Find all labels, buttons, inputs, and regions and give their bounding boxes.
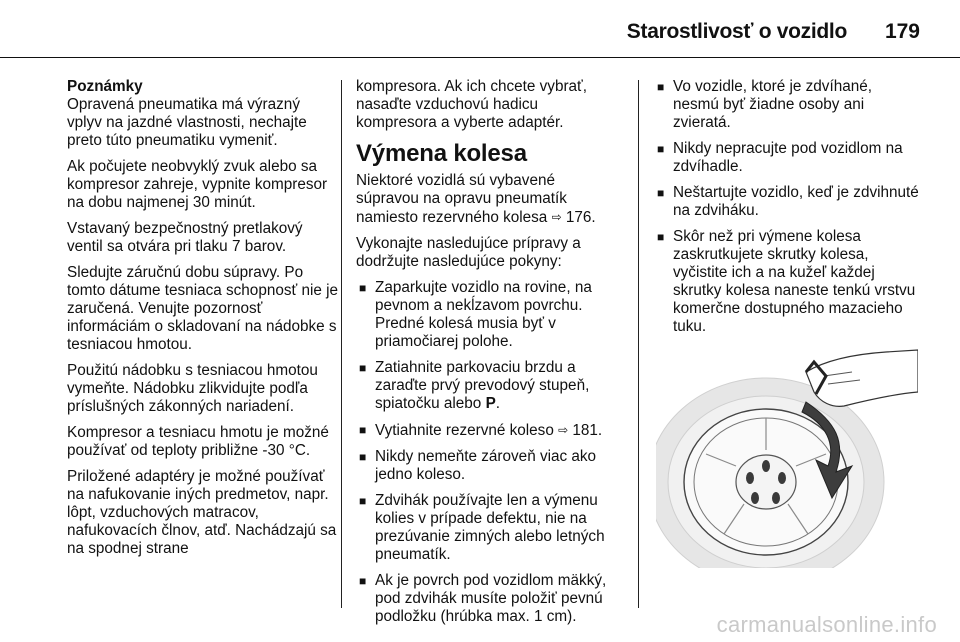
bullet-icon: ■ bbox=[657, 80, 665, 94]
column-right bbox=[654, 78, 920, 344]
paragraph: Použitú nádobku s tesniacou hmotou vymeňte. Nádobku zlikvidujte podľa príslušných zákonných nariadení. bbox=[67, 362, 318, 415]
notes-heading: Poznámky bbox=[67, 78, 143, 95]
paragraph: kompresora. Ak ich chcete vybrať, nasaďte vzduchovú hadicu kompresora a vyberte adaptér. bbox=[356, 78, 588, 131]
bullet-icon: ■ bbox=[359, 574, 367, 588]
paragraph: Priložené adaptéry je možné používať na nafukovanie iných predmetov, napr. lôpt, vzduchových matracov, nafukovacích člnov, atď. Nachádzajú sa na spodnej strane bbox=[67, 468, 337, 557]
bullet-icon: ■ bbox=[657, 230, 665, 244]
gear-symbol-p: P bbox=[485, 395, 496, 412]
page-ref-arrow-icon: ⇨ bbox=[551, 210, 562, 224]
bullet-icon: ■ bbox=[359, 494, 367, 508]
list-item: ■ Zatiahnite parkovaciu brzdu a zaraďte prvý prevodový stupeň, spiatočku alebo P. bbox=[359, 359, 590, 412]
page-number: 179 bbox=[884, 20, 920, 43]
wheel-cover-removal-illustration bbox=[656, 332, 918, 568]
list-item: ■ Skôr než pri výmene kolesa zaskrutkujete skrutky kolesa, vyčistite ich a na kužeľ každej skrutky kolesa naneste tenkú vrstvu komerčne dostupného mazacieho tuku. bbox=[657, 228, 916, 335]
column-left bbox=[67, 78, 339, 566]
list-item: ■ Vytiahnite rezervné koleso ⇨ 181. bbox=[359, 422, 603, 439]
list-item: ■ Neštartujte vozidlo, keď je zdvihnuté na zdviháku. bbox=[657, 184, 919, 219]
list-item: ■ Nikdy nepracujte pod vozidlom na zdvíhadle. bbox=[657, 140, 903, 175]
column-divider bbox=[341, 80, 342, 608]
column-middle bbox=[356, 78, 618, 634]
bullet-list bbox=[654, 78, 920, 336]
paragraph: Sledujte záručnú dobu súpravy. Po tomto dátume tesniaca schopnosť nie je zaručená. Venujte pozornosť informáciám o skladovaní na nádobke s tesniacou hmotou. bbox=[67, 264, 339, 353]
paragraph: Vykonajte nasledujúce prípravy a dodržujte nasledujúce pokyny: bbox=[356, 235, 581, 270]
bullet-icon: ■ bbox=[657, 186, 665, 200]
paragraph: Vstavaný bezpečnostný pretlakový ventil sa otvára pri tlaku 7 barov. bbox=[67, 220, 303, 255]
page-ref-link[interactable]: 181. bbox=[572, 422, 603, 439]
list-item: ■ Zaparkujte vozidlo na rovine, na pevnom a nekĺzavom povrchu. Predné kolesá musia byť v priamočiarej polohe. bbox=[359, 279, 592, 350]
page-ref-arrow-icon: ⇨ bbox=[558, 423, 569, 437]
column-divider bbox=[638, 80, 639, 608]
watermark bbox=[0, 610, 960, 642]
paragraph bbox=[356, 172, 618, 227]
paragraph: Opravená pneumatika má výrazný vplyv na jazdné vlastnosti, nechajte preto túto pneumatiku vymeniť. bbox=[67, 96, 307, 149]
page-header bbox=[0, 0, 960, 50]
list-item: ■ Nikdy nemeňte zároveň viac ako jedno koleso. bbox=[359, 448, 597, 483]
bullet-icon: ■ bbox=[657, 142, 665, 156]
bullet-icon: ■ bbox=[359, 281, 367, 295]
bullet-icon: ■ bbox=[359, 361, 367, 375]
section-heading: Výmena kolesa bbox=[356, 140, 527, 167]
header-rule bbox=[0, 57, 960, 58]
intro-text: Niektoré vozidlá sú vybavené súpravou na opravu pneumatík namiesto rezervného kolesa bbox=[356, 172, 567, 226]
list-item: ■ Vo vozidle, ktoré je zdvíhané, nesmú byť žiadne osoby ani zvieratá. bbox=[657, 78, 872, 131]
list-item: ■ Ak je povrch pod vozidlom mäkký, pod zdvihák musíte položiť pevnú podložku (hrúbka max. 1 cm). bbox=[359, 572, 607, 625]
page-title: Starostlivosť o vozidlo bbox=[626, 20, 847, 43]
bullet-icon: ■ bbox=[359, 450, 367, 464]
bullet-icon: ■ bbox=[359, 423, 367, 437]
list-item: ■ Zdvihák používajte len a výmenu kolies v prípade defektu, nie na prezúvanie zimných alebo letných pneumatík. bbox=[359, 492, 605, 563]
bullet-list bbox=[356, 279, 618, 626]
watermark-text: carmanualsonline.info bbox=[716, 612, 937, 637]
paragraph: Kompresor a tesniacu hmotu je možné používať od teploty približne -30 °C. bbox=[67, 424, 329, 459]
wheel-icon bbox=[656, 332, 918, 568]
paragraph: Ak počujete neobvyklý zvuk alebo sa kompresor zahreje, vypnite kompresor na dobu najmenej 30 minút. bbox=[67, 158, 328, 211]
page-ref-link[interactable]: 176. bbox=[565, 209, 596, 226]
